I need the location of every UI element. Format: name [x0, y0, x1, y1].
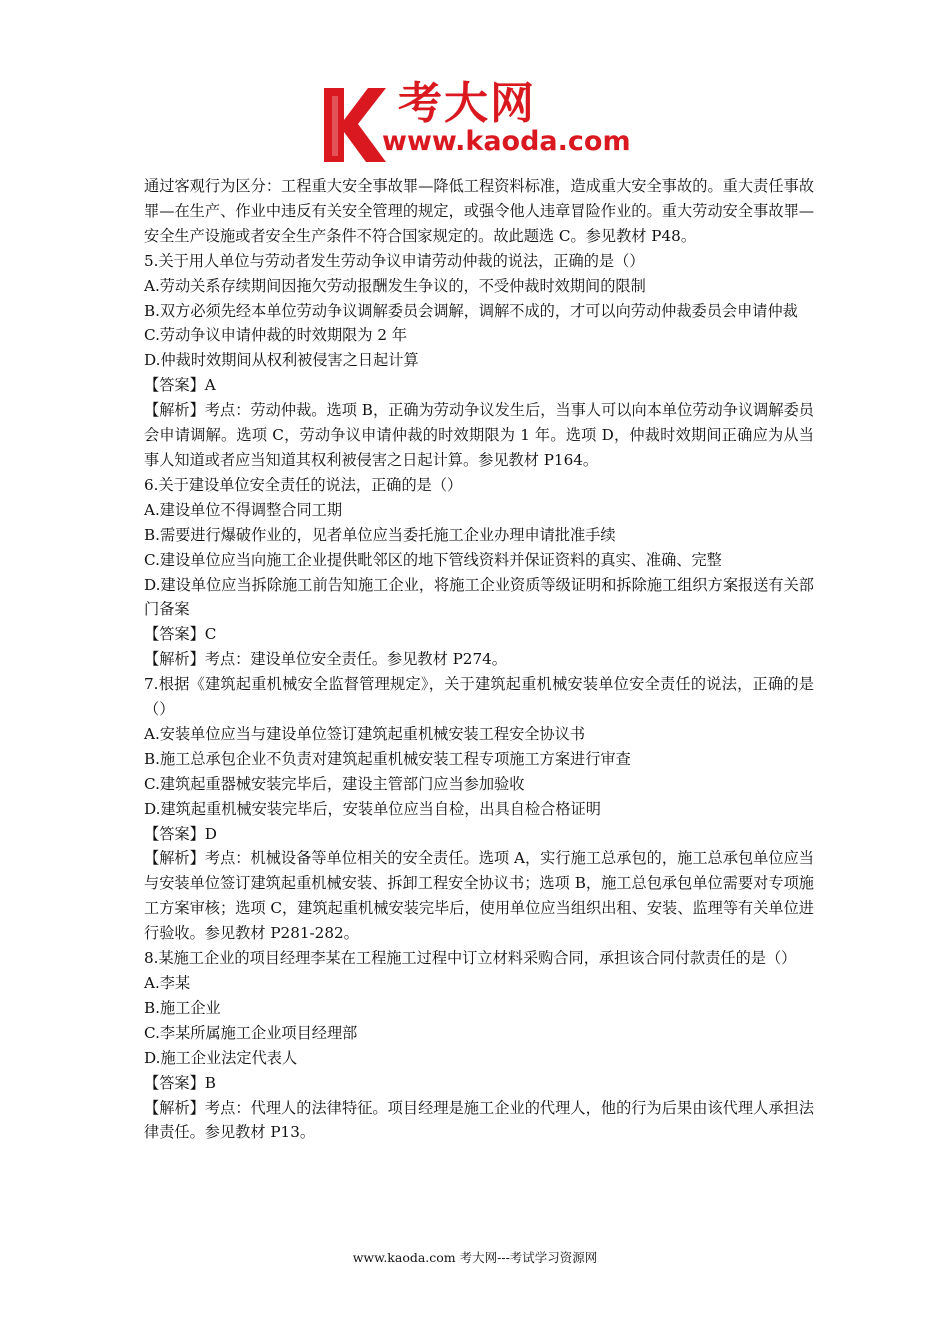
- page-footer: www.kaoda.com 考大网---考试学习资源网: [352, 1250, 598, 1265]
- question-8-answer: 【答案】B: [144, 1073, 216, 1092]
- logo-url: www.kaoda.com: [382, 126, 631, 157]
- question-6-option-a: A.建设单位不得调整合同工期: [144, 500, 343, 519]
- question-7-answer: 【答案】D: [144, 824, 217, 843]
- analysis-paragraph: 通过客观行为区分：工程重大安全事故罪—降低工程资料标准，造成重大安全事故的。重大责任事故罪—在生产、作业中违反有关安全管理的规定，或强令他人违章冒险作业的。重大劳动安全事故罪—安全生产设施或者安全生产条件不符合国家规定的。故此题选 C。参见教材 P48。: [144, 177, 814, 245]
- question-5: 5.关于用人单位与劳动者发生劳动争议申请劳动仲裁的说法，正确的是（）: [144, 251, 645, 270]
- question-8-analysis: 【解析】考点：代理人的法律特征。项目经理是施工企业的代理人，他的行为后果由该代理人承担法律责任。参见教材 P13。: [144, 1098, 814, 1142]
- question-5-analysis: 【解析】考点：劳动仲裁。选项 B，正确为劳动争议发生后，当事人可以向本单位劳动争议调解委员会申请调解。选项 C，劳动争议申请仲裁的时效期限为 1 年。选项 D，仲裁时效期间正确应为从当事人知道或者应当知道其权利被侵害之日起计算。参见教材 P164。: [144, 401, 814, 469]
- question-6-option-b: B.需要进行爆破作业的，见者单位应当委托施工企业办理申请批准手续: [144, 525, 616, 544]
- question-5-option-c: C.劳动争议申请仲裁的时效期限为 2 年: [144, 326, 408, 345]
- question-7-option-c: C.建筑起重器械安装完毕后，建设主管部门应当参加验收: [144, 774, 525, 793]
- question-8: 8.某施工企业的项目经理李某在工程施工过程中订立材料采购合同，承担该合同付款责任的是（）: [144, 949, 797, 968]
- question-7-option-a: A.安装单位应当与建设单位签订建筑起重机械安装工程安全协议书: [144, 724, 586, 743]
- document-body: [144, 174, 814, 1145]
- question-8-option-a: A.李某: [144, 974, 191, 992]
- logo-chinese-name: 考大网: [398, 78, 536, 129]
- question-7-option-d: D.建筑起重机械安装完毕后，安装单位应当自检，出具自检合格证明: [144, 799, 601, 818]
- site-logo: [318, 78, 638, 166]
- question-5-option-d: D.仲裁时效期间从权利被侵害之日起计算: [144, 351, 419, 370]
- question-8-option-d: D.施工企业法定代表人: [144, 1048, 298, 1067]
- question-6-option-d: D.建设单位应当拆除施工前告知施工企业，将施工企业资质等级证明和拆除施工组织方案报送有关部门备案: [144, 575, 814, 619]
- question-6-answer: 【答案】C: [144, 625, 217, 644]
- question-8-option-c: C.李某所属施工企业项目经理部: [144, 1023, 358, 1042]
- question-5-option-a: A.劳动关系存续期间因拖欠劳动报酬发生争议的，不受仲裁时效期间的限制: [144, 276, 646, 295]
- question-5-option-b: B.双方必须先经本单位劳动争议调解委员会调解，调解不成的，才可以向劳动仲裁委员会申请仲裁: [144, 301, 798, 320]
- question-8-option-b: B.施工企业: [144, 998, 221, 1017]
- question-5-answer: 【答案】A: [144, 376, 216, 395]
- question-6-option-c: C.建设单位应当向施工企业提供毗邻区的地下管线资料并保证资料的真实、准确、完整: [144, 550, 722, 569]
- question-7-option-b: B.施工总承包企业不负责对建筑起重机械安装工程专项施工方案进行审查: [144, 749, 631, 768]
- question-6-analysis: 【解析】考点：建设单位安全责任。参见教材 P274。: [144, 650, 507, 669]
- k-logo-icon: [318, 82, 388, 166]
- question-6: 6.关于建设单位安全责任的说法，正确的是（）: [144, 475, 463, 494]
- question-7-analysis: 【解析】考点：机械设备等单位相关的安全责任。选项 A，实行施工总承包的，施工总承包单位应当与安装单位签订建筑起重机械安装、拆卸工程安全协议书；选项 B，施工总包承包单位需要对专项施工方案审核；选项 C，建筑起重机械安装完毕后，使用单位应当组织出租、安装、监理等有关单位进行验收。参见教材 P281-282。: [144, 849, 814, 943]
- question-7: 7.根据《建筑起重机械安全监督管理规定》，关于建筑起重机械安装单位安全责任的说法，正确的是（）: [144, 675, 814, 719]
